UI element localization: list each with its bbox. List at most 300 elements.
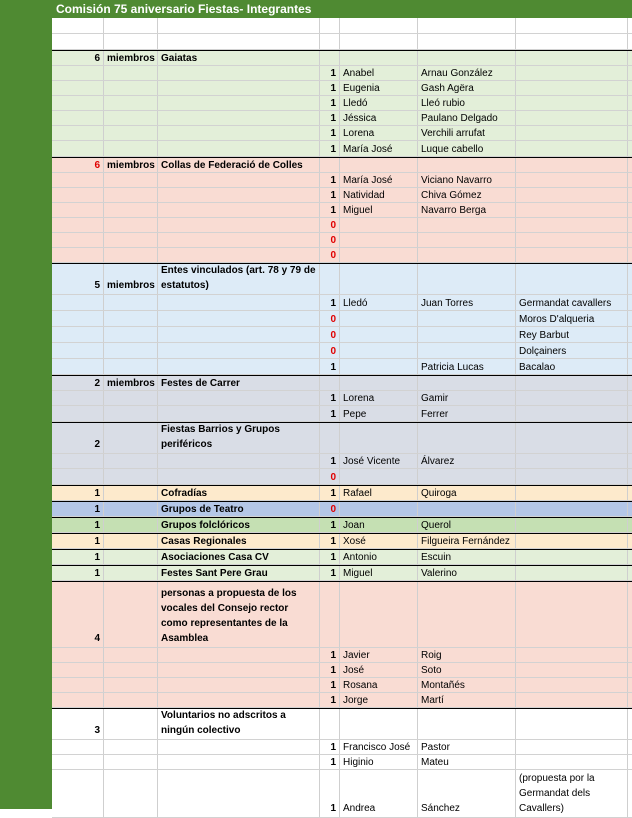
count-cell[interactable] xyxy=(52,66,104,80)
count-cell[interactable] xyxy=(52,34,104,49)
last-name-cell[interactable]: Álvarez xyxy=(418,454,516,468)
seat-cell[interactable]: 1 xyxy=(320,663,340,677)
count-cell[interactable]: 1 xyxy=(52,502,104,516)
first-name-cell[interactable]: José Vicente xyxy=(340,454,418,468)
count-cell[interactable] xyxy=(52,740,104,754)
unit-cell[interactable] xyxy=(104,141,158,156)
first-name-cell[interactable] xyxy=(340,218,418,232)
first-name-cell[interactable]: Jorge xyxy=(340,693,418,707)
count-cell[interactable]: 1 xyxy=(52,518,104,532)
note-cell[interactable] xyxy=(516,203,628,217)
last-name-cell[interactable] xyxy=(418,51,516,65)
note-cell[interactable]: Dolçainers xyxy=(516,343,628,358)
unit-cell[interactable] xyxy=(104,343,158,358)
note-cell[interactable] xyxy=(516,233,628,247)
note-cell[interactable] xyxy=(516,264,628,294)
seat-cell[interactable] xyxy=(320,34,340,49)
note-cell[interactable] xyxy=(516,709,628,739)
group-cell[interactable] xyxy=(158,295,320,310)
group-cell[interactable]: Collas de Federació de Colles xyxy=(158,158,320,172)
seat-cell[interactable]: 1 xyxy=(320,518,340,532)
group-cell[interactable]: Gaiatas xyxy=(158,51,320,65)
unit-cell[interactable] xyxy=(104,248,158,262)
note-cell[interactable] xyxy=(516,141,628,156)
last-name-cell[interactable]: Pastor xyxy=(418,740,516,754)
count-cell[interactable] xyxy=(52,81,104,95)
first-name-cell[interactable]: Antonio xyxy=(340,550,418,564)
first-name-cell[interactable]: Joan xyxy=(340,518,418,532)
group-cell[interactable] xyxy=(158,648,320,662)
first-name-cell[interactable] xyxy=(340,359,418,374)
seat-cell[interactable]: 0 xyxy=(320,311,340,326)
unit-cell[interactable] xyxy=(104,311,158,326)
group-cell[interactable] xyxy=(158,233,320,247)
note-cell[interactable]: (propuesta por la Germandat dels Cavallers) xyxy=(516,770,628,817)
last-name-cell[interactable]: Montañés xyxy=(418,678,516,692)
first-name-cell[interactable]: José xyxy=(340,663,418,677)
count-cell[interactable] xyxy=(52,233,104,247)
first-name-cell[interactable]: Pepe xyxy=(340,406,418,421)
seat-cell[interactable]: 1 xyxy=(320,96,340,110)
group-cell[interactable]: Grupos folclóricos xyxy=(158,518,320,532)
seat-cell[interactable]: 1 xyxy=(320,740,340,754)
first-name-cell[interactable]: Javier xyxy=(340,648,418,662)
count-cell[interactable] xyxy=(52,188,104,202)
group-cell[interactable] xyxy=(158,34,320,49)
note-cell[interactable] xyxy=(516,648,628,662)
seat-cell[interactable]: 1 xyxy=(320,755,340,769)
note-cell[interactable] xyxy=(516,755,628,769)
count-cell[interactable] xyxy=(52,469,104,484)
unit-cell[interactable] xyxy=(104,502,158,516)
count-cell[interactable] xyxy=(52,218,104,232)
note-cell[interactable] xyxy=(516,678,628,692)
first-name-cell[interactable]: Lorena xyxy=(340,391,418,405)
count-cell[interactable] xyxy=(52,248,104,262)
count-cell[interactable]: 5 xyxy=(52,264,104,294)
group-cell[interactable] xyxy=(158,770,320,817)
last-name-cell[interactable] xyxy=(418,423,516,453)
count-cell[interactable] xyxy=(52,111,104,125)
unit-cell[interactable] xyxy=(104,327,158,342)
seat-cell[interactable]: 0 xyxy=(320,343,340,358)
seat-cell[interactable]: 1 xyxy=(320,141,340,156)
last-name-cell[interactable]: Verchili arrufat xyxy=(418,126,516,140)
unit-cell[interactable] xyxy=(104,486,158,500)
unit-cell[interactable] xyxy=(104,18,158,33)
seat-cell[interactable]: 0 xyxy=(320,233,340,247)
count-cell[interactable]: 4 xyxy=(52,582,104,647)
seat-cell[interactable]: 1 xyxy=(320,359,340,374)
group-cell[interactable]: Casas Regionales xyxy=(158,534,320,548)
unit-cell[interactable] xyxy=(104,648,158,662)
seat-cell[interactable] xyxy=(320,709,340,739)
seat-cell[interactable] xyxy=(320,582,340,647)
last-name-cell[interactable] xyxy=(418,343,516,358)
count-cell[interactable]: 1 xyxy=(52,550,104,564)
first-name-cell[interactable] xyxy=(340,376,418,390)
unit-cell[interactable] xyxy=(104,469,158,484)
seat-cell[interactable]: 0 xyxy=(320,502,340,516)
group-cell[interactable] xyxy=(158,311,320,326)
last-name-cell[interactable]: Querol xyxy=(418,518,516,532)
seat-cell[interactable]: 1 xyxy=(320,81,340,95)
last-name-cell[interactable] xyxy=(418,158,516,172)
last-name-cell[interactable]: Gamir xyxy=(418,391,516,405)
note-cell[interactable] xyxy=(516,406,628,421)
group-cell[interactable]: Festes Sant Pere Grau xyxy=(158,566,320,580)
count-cell[interactable]: 3 xyxy=(52,709,104,739)
group-cell[interactable] xyxy=(158,740,320,754)
note-cell[interactable] xyxy=(516,158,628,172)
unit-cell[interactable] xyxy=(104,203,158,217)
unit-cell[interactable] xyxy=(104,66,158,80)
group-cell[interactable] xyxy=(158,454,320,468)
note-cell[interactable] xyxy=(516,518,628,532)
group-cell[interactable] xyxy=(158,359,320,374)
group-cell[interactable] xyxy=(158,406,320,421)
first-name-cell[interactable]: Eugenia xyxy=(340,81,418,95)
group-cell[interactable] xyxy=(158,111,320,125)
count-cell[interactable] xyxy=(52,359,104,374)
unit-cell[interactable] xyxy=(104,663,158,677)
last-name-cell[interactable]: Filgueira Fernández xyxy=(418,534,516,548)
last-name-cell[interactable]: Lleó rubio xyxy=(418,96,516,110)
note-cell[interactable] xyxy=(516,502,628,516)
group-cell[interactable] xyxy=(158,188,320,202)
note-cell[interactable]: Rey Barbut xyxy=(516,327,628,342)
seat-cell[interactable]: 1 xyxy=(320,111,340,125)
seat-cell[interactable]: 1 xyxy=(320,648,340,662)
note-cell[interactable] xyxy=(516,663,628,677)
seat-cell[interactable]: 1 xyxy=(320,406,340,421)
unit-cell[interactable] xyxy=(104,582,158,647)
count-cell[interactable] xyxy=(52,755,104,769)
group-cell[interactable]: personas a propuesta de los vocales del Consejo rector como representantes de la Asamblea xyxy=(158,582,320,647)
group-cell[interactable] xyxy=(158,203,320,217)
last-name-cell[interactable]: Ferrer xyxy=(418,406,516,421)
seat-cell[interactable] xyxy=(320,376,340,390)
unit-cell[interactable] xyxy=(104,188,158,202)
last-name-cell[interactable] xyxy=(418,582,516,647)
note-cell[interactable] xyxy=(516,566,628,580)
last-name-cell[interactable]: Paulano Delgado xyxy=(418,111,516,125)
group-cell[interactable] xyxy=(158,18,320,33)
group-cell[interactable] xyxy=(158,173,320,187)
note-cell[interactable] xyxy=(516,34,628,49)
first-name-cell[interactable]: Lledó xyxy=(340,295,418,310)
first-name-cell[interactable]: Lledó xyxy=(340,96,418,110)
seat-cell[interactable]: 1 xyxy=(320,566,340,580)
seat-cell[interactable]: 1 xyxy=(320,188,340,202)
note-cell[interactable] xyxy=(516,376,628,390)
unit-cell[interactable] xyxy=(104,550,158,564)
seat-cell[interactable]: 1 xyxy=(320,486,340,500)
first-name-cell[interactable]: María José xyxy=(340,141,418,156)
group-cell[interactable] xyxy=(158,693,320,707)
seat-cell[interactable]: 1 xyxy=(320,173,340,187)
count-cell[interactable] xyxy=(52,454,104,468)
note-cell[interactable] xyxy=(516,18,628,33)
count-cell[interactable] xyxy=(52,96,104,110)
last-name-cell[interactable] xyxy=(418,34,516,49)
count-cell[interactable] xyxy=(52,327,104,342)
unit-cell[interactable]: miembros xyxy=(104,376,158,390)
group-cell[interactable] xyxy=(158,343,320,358)
unit-cell[interactable] xyxy=(104,96,158,110)
last-name-cell[interactable] xyxy=(418,233,516,247)
last-name-cell[interactable]: Soto xyxy=(418,663,516,677)
group-cell[interactable]: Cofradías xyxy=(158,486,320,500)
seat-cell[interactable] xyxy=(320,264,340,294)
first-name-cell[interactable] xyxy=(340,34,418,49)
seat-cell[interactable]: 1 xyxy=(320,66,340,80)
group-cell[interactable]: Entes vinculados (art. 78 y 79 de estatutos) xyxy=(158,264,320,294)
last-name-cell[interactable] xyxy=(418,327,516,342)
first-name-cell[interactable]: Francisco José xyxy=(340,740,418,754)
group-cell[interactable]: Grupos de Teatro xyxy=(158,502,320,516)
first-name-cell[interactable] xyxy=(340,469,418,484)
unit-cell[interactable] xyxy=(104,566,158,580)
first-name-cell[interactable] xyxy=(340,709,418,739)
note-cell[interactable] xyxy=(516,582,628,647)
note-cell[interactable]: Germandat cavallers xyxy=(516,295,628,310)
first-name-cell[interactable]: Rafael xyxy=(340,486,418,500)
unit-cell[interactable]: miembros xyxy=(104,264,158,294)
group-cell[interactable] xyxy=(158,218,320,232)
last-name-cell[interactable]: Sánchez xyxy=(418,770,516,817)
last-name-cell[interactable] xyxy=(418,264,516,294)
unit-cell[interactable] xyxy=(104,534,158,548)
note-cell[interactable]: Moros D'alqueria xyxy=(516,311,628,326)
last-name-cell[interactable] xyxy=(418,709,516,739)
seat-cell[interactable] xyxy=(320,423,340,453)
last-name-cell[interactable]: Martí xyxy=(418,693,516,707)
count-cell[interactable] xyxy=(52,648,104,662)
group-cell[interactable] xyxy=(158,755,320,769)
first-name-cell[interactable] xyxy=(340,423,418,453)
first-name-cell[interactable]: María José xyxy=(340,173,418,187)
first-name-cell[interactable]: Jéssica xyxy=(340,111,418,125)
note-cell[interactable] xyxy=(516,454,628,468)
group-cell[interactable] xyxy=(158,96,320,110)
seat-cell[interactable]: 1 xyxy=(320,550,340,564)
group-cell[interactable]: Asociaciones Casa CV xyxy=(158,550,320,564)
seat-cell[interactable]: 0 xyxy=(320,327,340,342)
seat-cell[interactable]: 1 xyxy=(320,678,340,692)
unit-cell[interactable] xyxy=(104,359,158,374)
first-name-cell[interactable] xyxy=(340,248,418,262)
first-name-cell[interactable] xyxy=(340,502,418,516)
last-name-cell[interactable] xyxy=(418,469,516,484)
last-name-cell[interactable]: Quiroga xyxy=(418,486,516,500)
last-name-cell[interactable]: Navarro Berga xyxy=(418,203,516,217)
last-name-cell[interactable] xyxy=(418,311,516,326)
seat-cell[interactable]: 0 xyxy=(320,218,340,232)
last-name-cell[interactable]: Patricia Lucas xyxy=(418,359,516,374)
count-cell[interactable] xyxy=(52,141,104,156)
group-cell[interactable]: Voluntarios no adscritos a ningún colectivo xyxy=(158,709,320,739)
first-name-cell[interactable] xyxy=(340,343,418,358)
seat-cell[interactable]: 0 xyxy=(320,469,340,484)
count-cell[interactable] xyxy=(52,678,104,692)
unit-cell[interactable] xyxy=(104,173,158,187)
count-cell[interactable] xyxy=(52,311,104,326)
last-name-cell[interactable]: Luque cabello xyxy=(418,141,516,156)
count-cell[interactable] xyxy=(52,770,104,817)
group-cell[interactable]: Fiestas Barrios y Grupos periféricos xyxy=(158,423,320,453)
note-cell[interactable] xyxy=(516,111,628,125)
unit-cell[interactable] xyxy=(104,391,158,405)
count-cell[interactable] xyxy=(52,663,104,677)
count-cell[interactable]: 1 xyxy=(52,486,104,500)
unit-cell[interactable] xyxy=(104,34,158,49)
unit-cell[interactable] xyxy=(104,454,158,468)
seat-cell[interactable]: 1 xyxy=(320,203,340,217)
note-cell[interactable] xyxy=(516,740,628,754)
note-cell[interactable] xyxy=(516,51,628,65)
last-name-cell[interactable]: Roig xyxy=(418,648,516,662)
note-cell[interactable] xyxy=(516,248,628,262)
seat-cell[interactable]: 0 xyxy=(320,248,340,262)
group-cell[interactable]: Festes de Carrer xyxy=(158,376,320,390)
last-name-cell[interactable]: Gash Agëra xyxy=(418,81,516,95)
unit-cell[interactable] xyxy=(104,233,158,247)
first-name-cell[interactable] xyxy=(340,18,418,33)
unit-cell[interactable] xyxy=(104,81,158,95)
group-cell[interactable] xyxy=(158,327,320,342)
unit-cell[interactable] xyxy=(104,295,158,310)
count-cell[interactable]: 1 xyxy=(52,566,104,580)
seat-cell[interactable]: 1 xyxy=(320,693,340,707)
first-name-cell[interactable]: Higinio xyxy=(340,755,418,769)
unit-cell[interactable] xyxy=(104,770,158,817)
unit-cell[interactable] xyxy=(104,423,158,453)
unit-cell[interactable]: miembros xyxy=(104,158,158,172)
last-name-cell[interactable]: Juan Torres xyxy=(418,295,516,310)
unit-cell[interactable] xyxy=(104,406,158,421)
count-cell[interactable]: 2 xyxy=(52,376,104,390)
count-cell[interactable] xyxy=(52,18,104,33)
note-cell[interactable] xyxy=(516,693,628,707)
group-cell[interactable] xyxy=(158,126,320,140)
last-name-cell[interactable] xyxy=(418,248,516,262)
first-name-cell[interactable]: Natividad xyxy=(340,188,418,202)
count-cell[interactable] xyxy=(52,406,104,421)
first-name-cell[interactable]: Andrea xyxy=(340,770,418,817)
group-cell[interactable] xyxy=(158,248,320,262)
count-cell[interactable] xyxy=(52,126,104,140)
group-cell[interactable] xyxy=(158,678,320,692)
count-cell[interactable] xyxy=(52,173,104,187)
count-cell[interactable]: 6 xyxy=(52,51,104,65)
note-cell[interactable] xyxy=(516,391,628,405)
first-name-cell[interactable]: Miguel xyxy=(340,566,418,580)
last-name-cell[interactable]: Arnau González xyxy=(418,66,516,80)
last-name-cell[interactable]: Escuin xyxy=(418,550,516,564)
note-cell[interactable] xyxy=(516,188,628,202)
last-name-cell[interactable] xyxy=(418,376,516,390)
group-cell[interactable] xyxy=(158,66,320,80)
note-cell[interactable] xyxy=(516,66,628,80)
first-name-cell[interactable] xyxy=(340,582,418,647)
note-cell[interactable] xyxy=(516,534,628,548)
last-name-cell[interactable]: Chiva Gómez xyxy=(418,188,516,202)
group-cell[interactable] xyxy=(158,663,320,677)
group-cell[interactable] xyxy=(158,391,320,405)
unit-cell[interactable] xyxy=(104,678,158,692)
note-cell[interactable] xyxy=(516,126,628,140)
seat-cell[interactable]: 1 xyxy=(320,454,340,468)
note-cell[interactable] xyxy=(516,469,628,484)
seat-cell[interactable] xyxy=(320,18,340,33)
unit-cell[interactable] xyxy=(104,111,158,125)
unit-cell[interactable] xyxy=(104,740,158,754)
note-cell[interactable] xyxy=(516,550,628,564)
first-name-cell[interactable] xyxy=(340,51,418,65)
first-name-cell[interactable]: Xosé xyxy=(340,534,418,548)
count-cell[interactable] xyxy=(52,343,104,358)
seat-cell[interactable]: 1 xyxy=(320,534,340,548)
unit-cell[interactable] xyxy=(104,518,158,532)
first-name-cell[interactable] xyxy=(340,233,418,247)
count-cell[interactable]: 1 xyxy=(52,534,104,548)
count-cell[interactable]: 2 xyxy=(52,423,104,453)
unit-cell[interactable] xyxy=(104,709,158,739)
count-cell[interactable] xyxy=(52,693,104,707)
count-cell[interactable] xyxy=(52,295,104,310)
count-cell[interactable] xyxy=(52,391,104,405)
note-cell[interactable] xyxy=(516,218,628,232)
note-cell[interactable] xyxy=(516,96,628,110)
seat-cell[interactable]: 1 xyxy=(320,770,340,817)
last-name-cell[interactable]: Mateu xyxy=(418,755,516,769)
unit-cell[interactable] xyxy=(104,126,158,140)
unit-cell[interactable] xyxy=(104,218,158,232)
unit-cell[interactable]: miembros xyxy=(104,51,158,65)
seat-cell[interactable] xyxy=(320,51,340,65)
seat-cell[interactable]: 1 xyxy=(320,295,340,310)
first-name-cell[interactable]: Anabel xyxy=(340,66,418,80)
note-cell[interactable] xyxy=(516,173,628,187)
first-name-cell[interactable]: Lorena xyxy=(340,126,418,140)
first-name-cell[interactable] xyxy=(340,158,418,172)
note-cell[interactable] xyxy=(516,423,628,453)
first-name-cell[interactable]: Miguel xyxy=(340,203,418,217)
note-cell[interactable] xyxy=(516,486,628,500)
last-name-cell[interactable] xyxy=(418,218,516,232)
group-cell[interactable] xyxy=(158,141,320,156)
count-cell[interactable] xyxy=(52,203,104,217)
first-name-cell[interactable] xyxy=(340,311,418,326)
first-name-cell[interactable] xyxy=(340,327,418,342)
seat-cell[interactable]: 1 xyxy=(320,126,340,140)
first-name-cell[interactable] xyxy=(340,264,418,294)
seat-cell[interactable]: 1 xyxy=(320,391,340,405)
last-name-cell[interactable]: Viciano Navarro xyxy=(418,173,516,187)
note-cell[interactable]: Bacalao xyxy=(516,359,628,374)
first-name-cell[interactable]: Rosana xyxy=(340,678,418,692)
last-name-cell[interactable] xyxy=(418,502,516,516)
group-cell[interactable] xyxy=(158,469,320,484)
count-cell[interactable]: 6 xyxy=(52,158,104,172)
seat-cell[interactable] xyxy=(320,158,340,172)
unit-cell[interactable] xyxy=(104,693,158,707)
note-cell[interactable] xyxy=(516,81,628,95)
last-name-cell[interactable] xyxy=(418,18,516,33)
group-cell[interactable] xyxy=(158,81,320,95)
unit-cell[interactable] xyxy=(104,755,158,769)
